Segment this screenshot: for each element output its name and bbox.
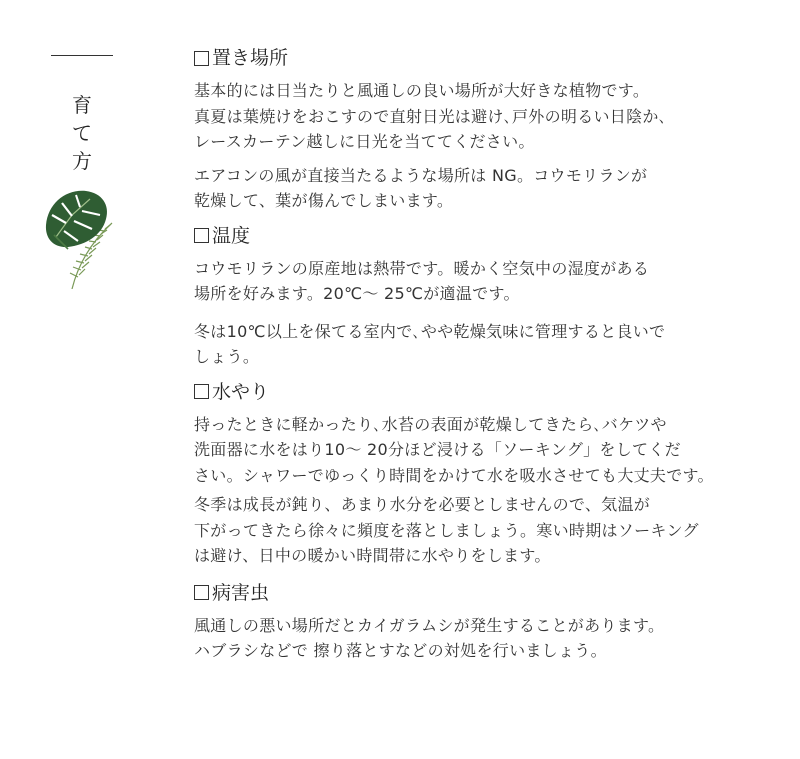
text-line: 持ったときに軽かったり､水苔の表面が乾燥してきたら､バケツや [194, 414, 667, 434]
paragraph [194, 256, 794, 307]
section-temperature [194, 222, 794, 370]
section-heading [194, 222, 794, 250]
paragraph [194, 492, 794, 569]
text-line: は避け、日中の暖かい時間帯に水やりをします。 [194, 546, 551, 565]
sidebar-rule [51, 55, 113, 56]
checkbox-icon [194, 585, 209, 600]
section-heading-text: 温度 [212, 224, 251, 247]
text-line: 下がってきたら徐々に頻度を落としましょう。寒い時期はソーキング [194, 520, 699, 540]
sidebar-title [68, 91, 96, 175]
text-line: ハブラシなどで 擦り落とすなどの対処を行いましょう。 [194, 641, 607, 660]
text-line: コウモリランの原産地は熱帯です。暖かく空気中の湿度がある [194, 258, 650, 278]
paragraph [194, 78, 794, 155]
text-line: 乾燥して、葉が傷んでしまいます。 [194, 191, 454, 210]
sidebar-title-char: 育 [72, 93, 92, 117]
paragraph [194, 412, 794, 489]
text-line: 冬は10℃以上を保てる室内で､やや乾燥気味に管理すると良いで [194, 321, 666, 341]
sidebar-title-char: 方 [72, 149, 92, 173]
section-heading-text: 置き場所 [212, 47, 289, 69]
section-placement [194, 44, 794, 214]
monstera-leaf [46, 191, 107, 249]
section-heading-text: 水やり [212, 380, 270, 403]
sidebar [50, 55, 114, 173]
sidebar-title-char: て [72, 121, 92, 145]
section-watering [194, 378, 794, 569]
text-line: 真夏は葉焼けをおこすので直射日光は避け､戸外の明るい日陰か､ [194, 106, 668, 126]
text-line: 場所を好みます。20℃～ 25℃が適温です。 [194, 284, 520, 303]
section-heading [194, 579, 794, 607]
text-line: 風通しの悪い場所だとカイガラムシが発生することがあります。 [194, 615, 665, 635]
text-line: 洗面器に水をはり10～ 20分ほど浸ける「ソーキング」をしてくだ [194, 440, 681, 459]
text-line: エアコンの風が直接当たるような場所は NG。コウモリランが [194, 165, 648, 185]
text-line: さい。シャワーでゆっくり時間をかけて水を吸水させても大丈夫です。 [194, 465, 714, 485]
section-heading [194, 378, 794, 406]
section-pests [194, 579, 794, 664]
paragraph [194, 613, 794, 664]
section-heading [194, 44, 794, 72]
text-line: 基本的には日当たりと風通しの良い場所が大好きな植物です。 [194, 81, 650, 100]
checkbox-icon [194, 228, 209, 243]
checkbox-icon [194, 384, 209, 399]
monstera-leaf-illustration [42, 185, 122, 289]
checkbox-icon [194, 51, 209, 66]
section-heading-text: 病害虫 [212, 581, 270, 604]
paragraph [194, 319, 794, 370]
text-line: レースカーテン越しに日光を当ててください。 [194, 132, 535, 151]
text-line: しょう。 [194, 347, 260, 366]
paragraph [194, 163, 794, 214]
text-line: 冬季は成長が鈍り、あまり水分を必要としませんので、気温が [194, 495, 651, 514]
care-guide [194, 44, 794, 664]
